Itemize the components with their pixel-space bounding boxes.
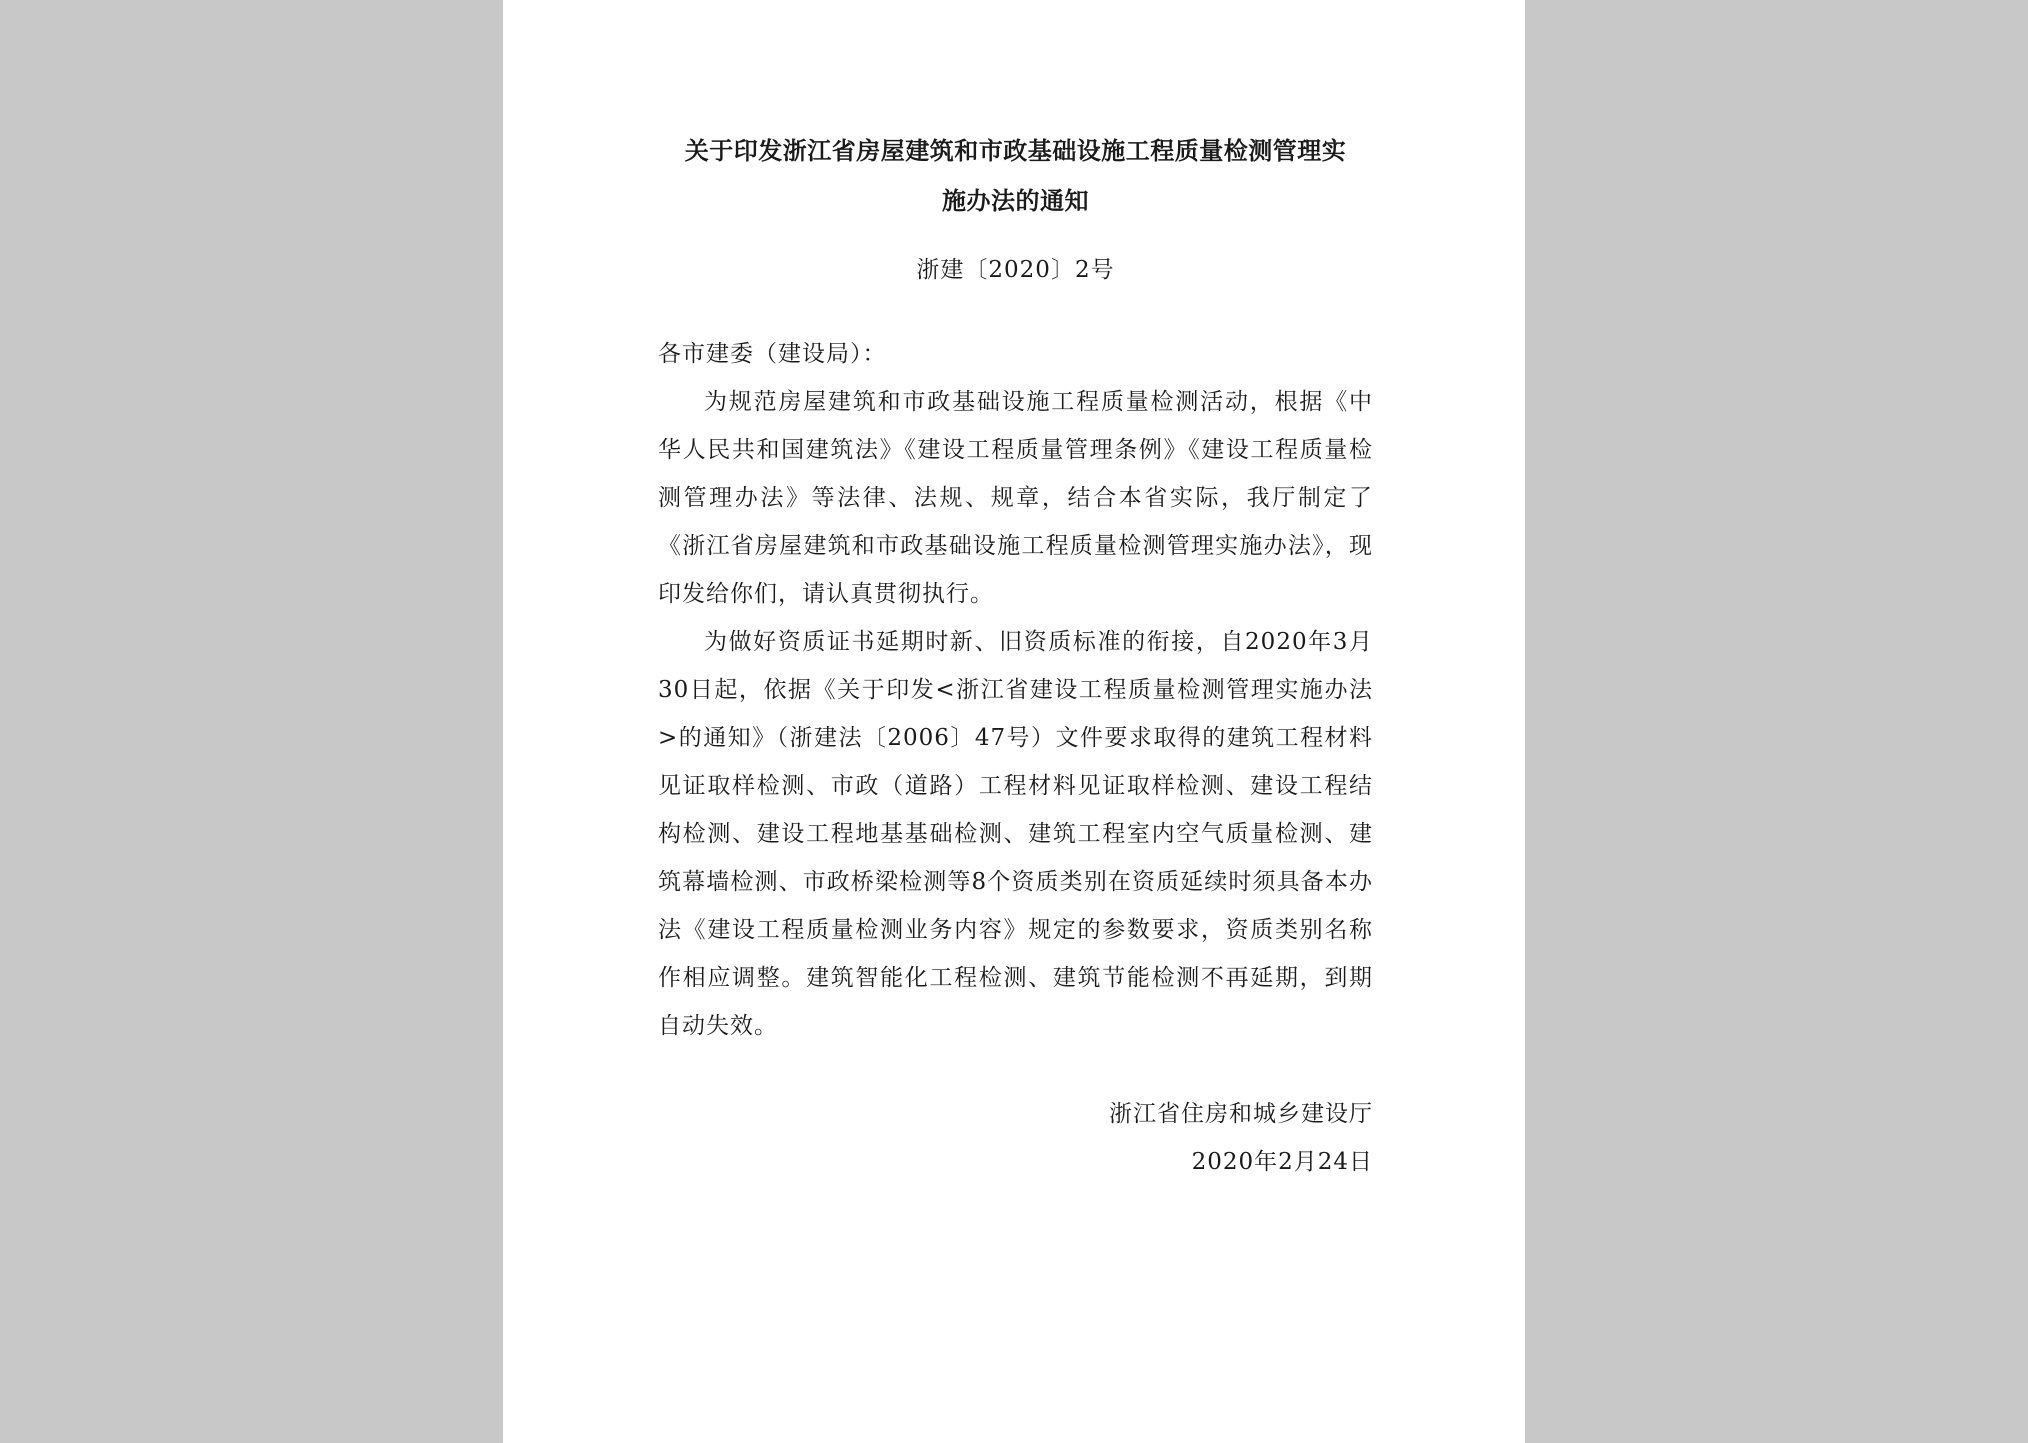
salutation: 各市建委（建设局）： <box>658 341 887 367</box>
paragraph-2: 为做好资质证书延期时新、旧资质标准的衔接，自2020年3月30日起，依据《关于印发<浙江省建设工程质量检测管理实施办法>的通知》（浙建法〔2006〕47号）文件要求取得的建筑工程材料见证取样检测、市政（道路）工程材料见证取样检测、建设工程结构检测、建设工程地基基础检测、建筑工程室内空气质量检测、建筑幕墙检测、市政桥梁检测等8个资质类别在资质延续时须具备本办法《建设工程质量检测业务内容》规定的参数要求，资质类别名称作相应调整。建筑智能化工程检测、建筑节能检测不再延期，到期自动失效。 <box>658 629 1373 1039</box>
signature-organization: 浙江省住房和城乡建设厅 <box>1109 1101 1373 1127</box>
document-page <box>503 0 1525 1443</box>
document-number: 浙建〔2020〕2号 <box>916 257 1115 283</box>
document-content <box>658 126 1373 1186</box>
title-line-1: 关于印发浙江省房屋建筑和市政基础设施工程质量检测管理实 <box>684 137 1347 165</box>
title-line-2: 施办法的通知 <box>942 187 1089 215</box>
document-title <box>658 126 1373 226</box>
signature-date: 2020年2月24日 <box>1191 1149 1373 1175</box>
signature-block <box>658 1090 1373 1186</box>
paragraph-1: 为规范房屋建筑和市政基础设施工程质量检测活动，根据《中华人民共和国建筑法》《建设工程质量管理条例》《建设工程质量检测管理办法》等法律、法规、规章，结合本省实际，我厅制定了《浙江省房屋建筑和市政基础设施工程质量检测管理实施办法》，现印发给你们，请认真贯彻执行。 <box>658 389 1373 607</box>
